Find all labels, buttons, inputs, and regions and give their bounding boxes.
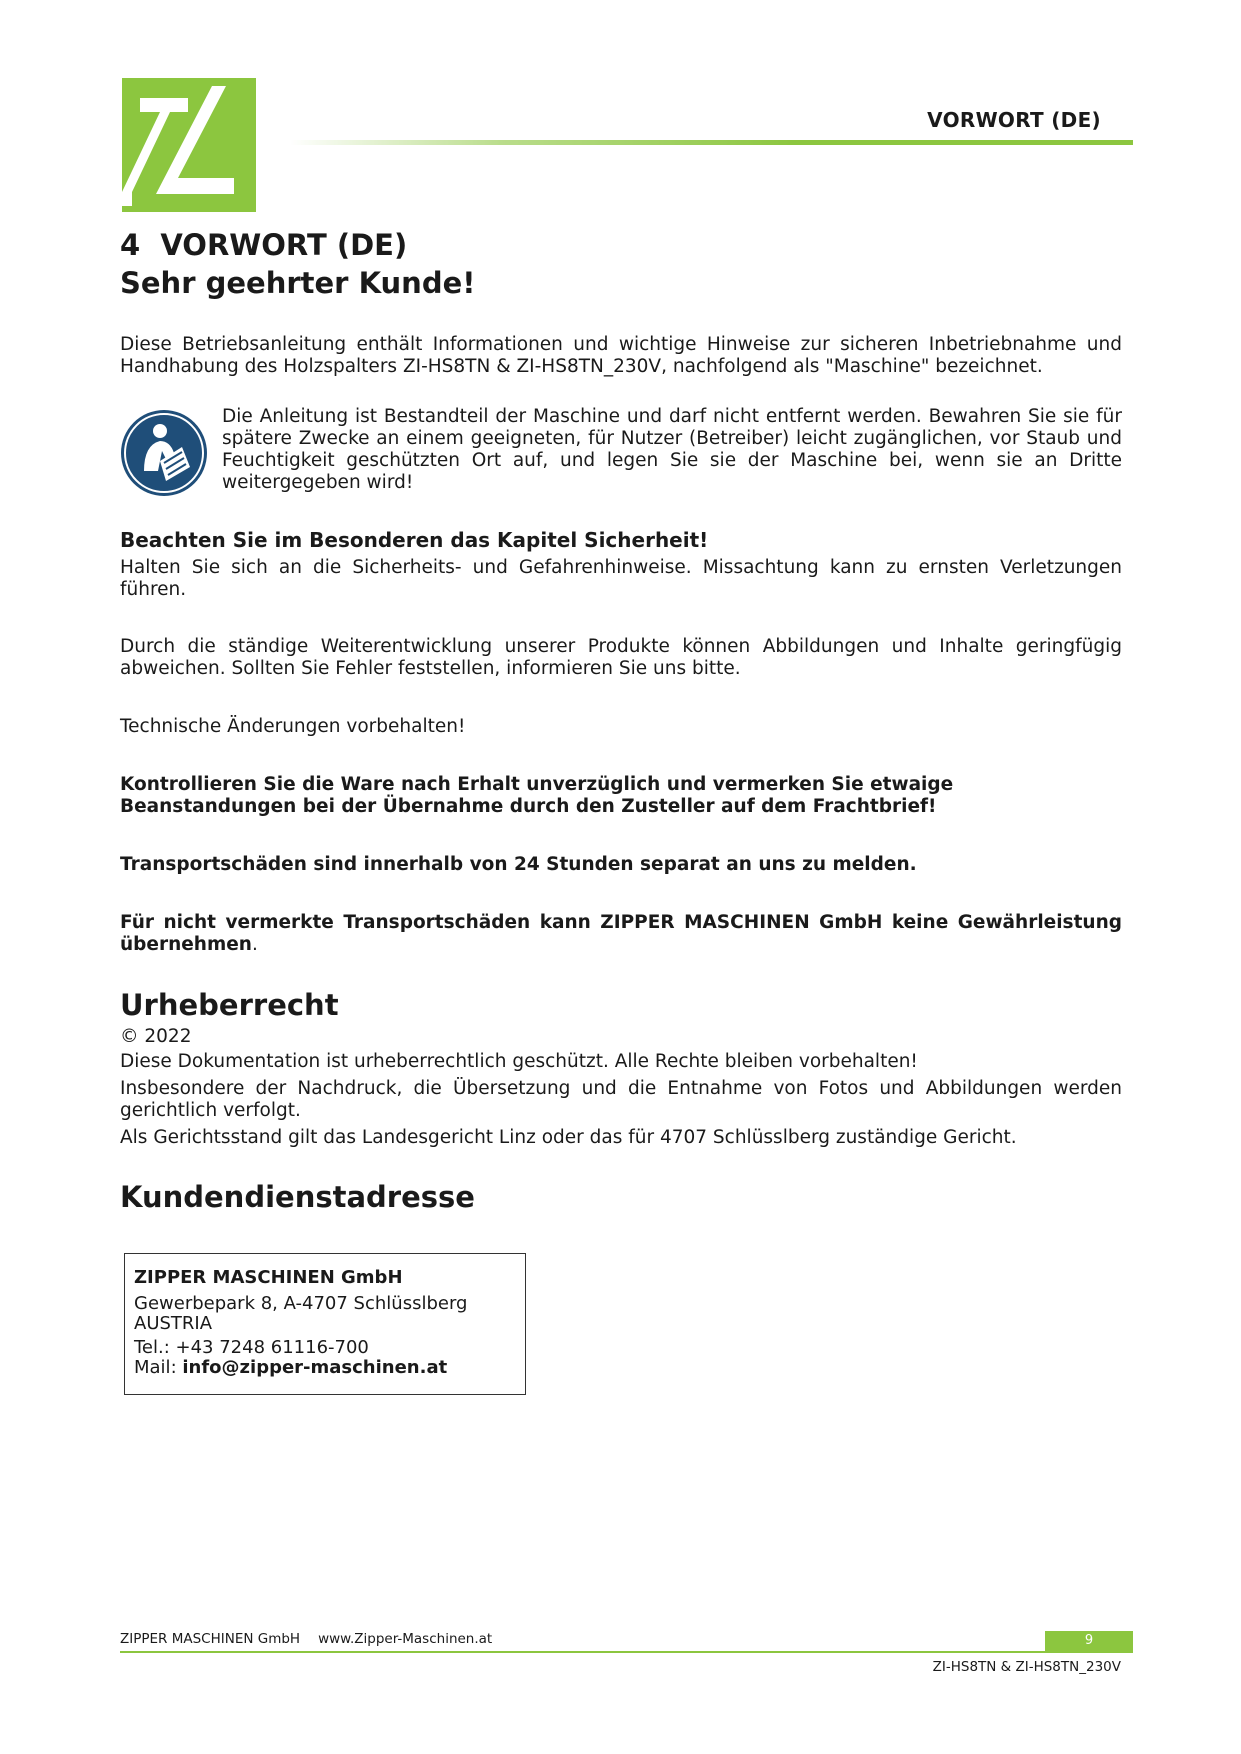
address-company: ZIPPER MASCHINEN GmbH	[134, 1267, 403, 1288]
warranty-text-end: .	[251, 934, 258, 955]
footer-info	[120, 1631, 492, 1647]
salutation: Sehr geehrter Kunde!	[120, 266, 476, 300]
address-mail	[134, 1358, 525, 1378]
footer-website-link[interactable]: www.Zipper-Maschinen.at	[318, 1631, 493, 1647]
page-content	[120, 226, 1122, 1395]
address-mail-link[interactable]: info@zipper-maschinen.at	[182, 1357, 448, 1378]
address-mail-label: Mail:	[134, 1357, 183, 1378]
copyright-heading: Urheberrecht	[120, 988, 339, 1022]
header-divider	[290, 140, 1133, 145]
header-section-title: VORWORT (DE)	[927, 108, 1101, 132]
page-title: 4 VORWORT (DE)	[120, 228, 408, 262]
footer-model: ZI-HS8TN & ZI-HS8TN_230V	[932, 1659, 1121, 1675]
notice-text: Die Anleitung ist Bestandteil der Maschine und darf nicht entfernt werden. Bewahren Sie sie für spätere Zwecke an einem geeigneten, für Nutzer (Betreiber) leicht zugänglichen, vor Staub und Feuchtigkeit geschützten Ort auf, und legen Sie sie der Maschine bei, wenn sie an Dritte weitergegeben wird!	[222, 406, 1122, 493]
copyright-line-2: Insbesondere der Nachdruck, die Übersetzung und die Entnahme von Fotos und Abbildungen werden gerichtlich verfolgt.	[120, 1078, 1122, 1121]
technical-changes-text: Technische Änderungen vorbehalten!	[120, 716, 466, 737]
inspection-notice: Kontrollieren Sie die Ware nach Erhalt unverzüglich und vermerken Sie etwaige Beanstandungen bei der Übernahme durch den Zusteller auf dem Frachtbrief!	[120, 774, 954, 817]
footer-divider	[120, 1651, 1133, 1653]
development-text: Durch die ständige Weiterentwicklung unserer Produkte können Abbildungen und Inhalte geringfügig abweichen. Sollten Sie Fehler feststellen, informieren Sie uns bitte.	[120, 636, 1122, 679]
address-country: AUSTRIA	[134, 1313, 213, 1334]
service-address-box	[124, 1253, 526, 1395]
copyright-year: © 2022	[120, 1026, 192, 1047]
warranty-notice	[120, 912, 1122, 956]
address-phone: Tel.: +43 7248 61116-700	[134, 1337, 369, 1358]
read-manual-icon	[120, 409, 208, 497]
copyright-line-1: Diese Dokumentation ist urheberrechtlich geschützt. Alle Rechte bleiben vorbehalten!	[120, 1051, 918, 1072]
manual-notice	[120, 406, 1122, 497]
page-number-badge: 9	[1045, 1631, 1133, 1651]
copyright-line-3: Als Gerichtsstand gilt das Landesgericht Linz oder das für 4707 Schlüsslberg zuständige Gericht.	[120, 1127, 1017, 1148]
transport-damage-notice: Transportschäden sind innerhalb von 24 Stunden separat an uns zu melden.	[120, 854, 917, 875]
safety-text: Halten Sie sich an die Sicherheits- und Gefahrenhinweise. Missachtung kann zu ernsten Verletzungen führen.	[120, 557, 1122, 600]
zipper-logo-icon	[122, 78, 256, 212]
footer-company: ZIPPER MASCHINEN GmbH	[120, 1631, 301, 1647]
service-address-heading: Kundendienstadresse	[120, 1180, 475, 1214]
intro-paragraph: Diese Betriebsanleitung enthält Informationen und wichtige Hinweise zur sicheren Inbetriebnahme und Handhabung des Holzspalters ZI-HS8TN & ZI-HS8TN_230V, nachfolgend als "Maschine" bezeichnet.	[120, 334, 1122, 377]
warranty-text-bold: Für nicht vermerkte Transportschäden kann ZIPPER MASCHINEN GmbH keine Gewährleistung übernehmen	[120, 912, 1122, 955]
safety-heading: Beachten Sie im Besonderen das Kapitel Sicherheit!	[120, 528, 709, 552]
address-street: Gewerbepark 8, A-4707 Schlüsslberg	[134, 1293, 468, 1314]
